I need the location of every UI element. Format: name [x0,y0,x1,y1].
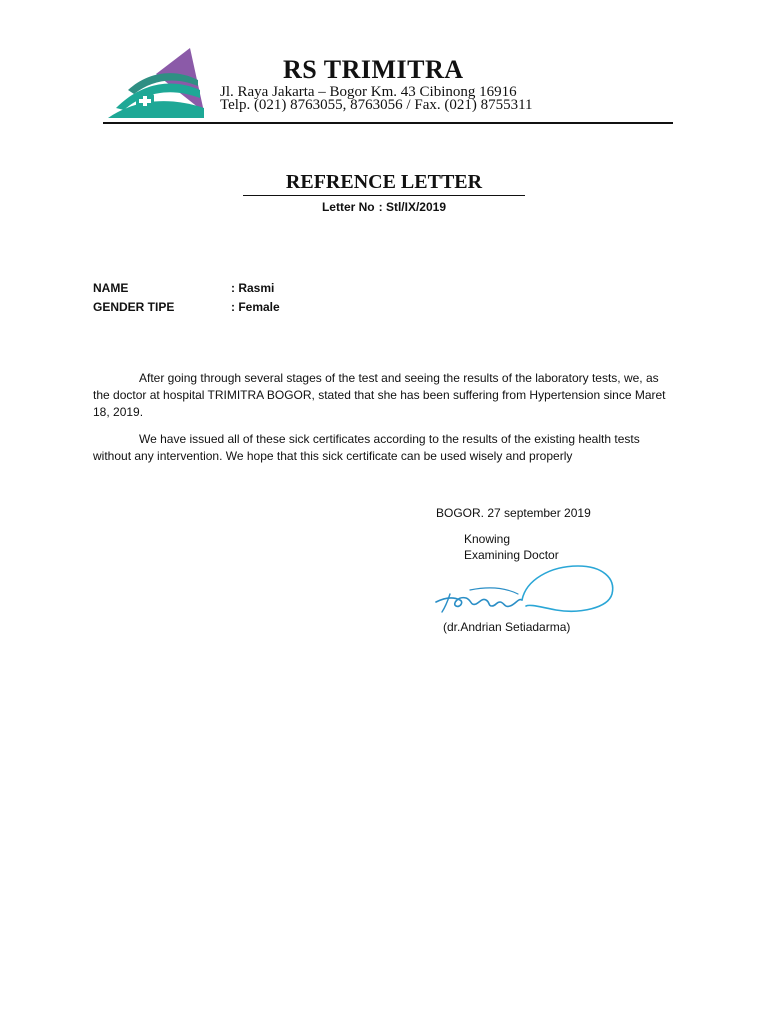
field-value: : Rasmi [231,281,275,295]
letter-number-value: : Stl/IX/2019 [378,200,447,214]
place-date: BOGOR. 27 september 2019 [436,506,591,520]
handwritten-signature [430,560,620,622]
hospital-name: RS TRIMITRA [283,55,464,84]
field-label: GENDER TIPE [93,300,175,314]
doctor-name: (dr.Andrian Setiadarma) [443,620,571,634]
document-title: REFRENCE LETTER [285,171,483,193]
hospital-phone: Telp. (021) 8763055, 8763056 / Fax. (021) 8755311 [220,97,533,113]
hospital-address: Jl. Raya Jakarta – Bogor Km. 43 Cibinong 16916 [220,84,517,100]
knowing-label: Knowing [464,532,511,546]
body-paragraph-1 [93,370,673,421]
hospital-logo-icon [108,46,204,122]
header-divider [103,122,673,124]
letter-number-label: Letter No [321,200,375,214]
field-value: : Female [231,300,280,314]
field-gender [93,300,280,314]
letter-number [0,200,768,214]
body-paragraph-2-text: We have issued all of these sick certificates according to the results of the existing health tests without any intervention. We hope that this sick certificate can be used wisely and properly [93,432,640,463]
field-label: NAME [93,281,129,295]
body-paragraph-1-text: After going through several stages of the test and seeing the results of the laboratory tests, we, as the doctor at hospital TRIMITRA BOGOR, stated that she has been suffering from Hypertension since Maret 18, 2019. [93,371,666,419]
examining-doctor-label: Examining Doctor [464,548,559,562]
body-paragraph-2 [93,431,673,465]
title-underline [243,170,525,196]
field-name [93,281,275,295]
